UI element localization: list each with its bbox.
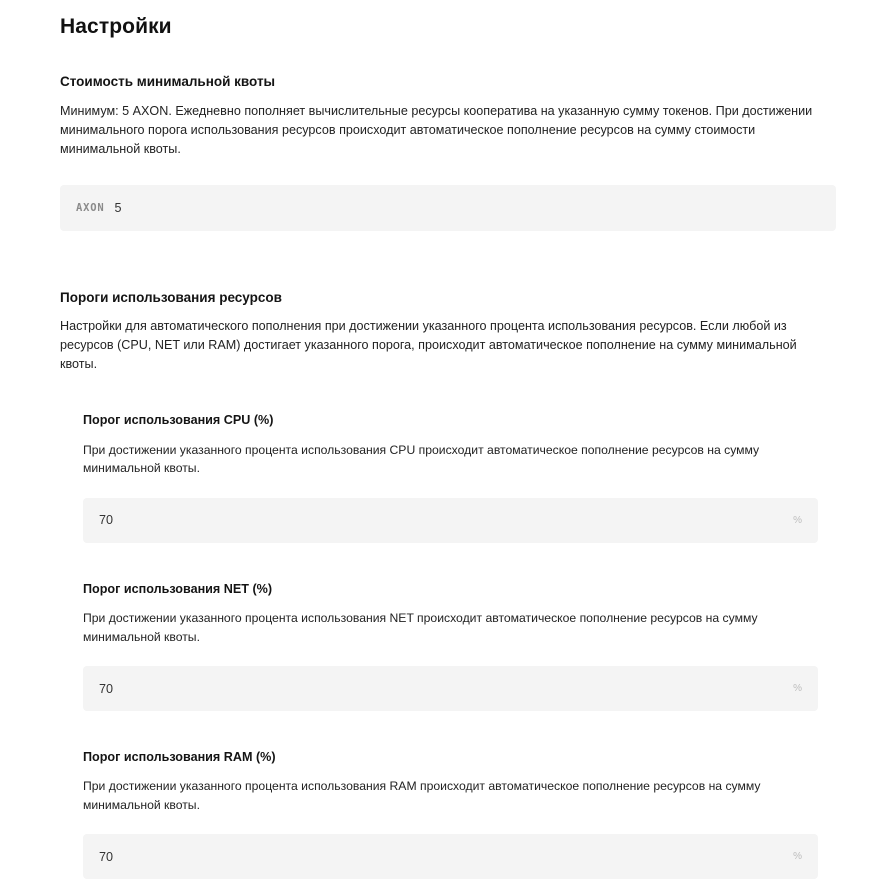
- net-threshold-field[interactable]: [83, 666, 818, 711]
- resource-thresholds-section: [60, 289, 835, 879]
- cpu-threshold-subsection: [83, 412, 835, 542]
- ram-threshold-description: При достижении указанного процента использования RAM происходит автоматическое пополнение ресурсов на сумму минимальной квоты.: [83, 779, 761, 812]
- cpu-threshold-field[interactable]: [83, 498, 818, 543]
- net-threshold-subsection: [83, 581, 835, 711]
- minimum-quota-heading: Стоимость минимальной квоты: [60, 74, 276, 90]
- cpu-threshold-heading: Порог использования CPU (%): [83, 413, 274, 428]
- subsection-spacer: [60, 374, 835, 412]
- minimum-quota-description: Минимум: 5 AXON. Ежедневно пополняет вычислительные ресурсы кооператива на указанную сумму токенов. При достижении минимального порога использования ресурсов происходит автоматическое пополнение ресурсов на сумму стоимости минимальной квоты.: [60, 103, 813, 156]
- resource-thresholds-heading: Пороги использования ресурсов: [60, 289, 282, 305]
- cpu-threshold-description: При достижении указанного процента использования CPU происходит автоматическое пополнение ресурсов на сумму минимальной квоты.: [83, 442, 760, 476]
- ram-threshold-heading: Порог использования RAM (%): [83, 750, 276, 764]
- net-threshold-description: При достижении указанного процента использования NET происходит автоматическое пополнение ресурсов на сумму минимальной квоты.: [83, 611, 758, 644]
- ram-threshold-input[interactable]: 70: [99, 849, 114, 864]
- minimum-quota-section: [60, 73, 835, 231]
- section-spacer: [60, 231, 835, 289]
- cpu-threshold-input[interactable]: 70: [99, 513, 114, 528]
- resource-thresholds-description: Настройки для автоматического пополнения при достижении указанного процента использования ресурсов. Если любой из ресурсов (CPU, NET или RAM) достигает указанного порога, происходит автоматическое пополнение на сумму минимальной квоты.: [60, 319, 797, 372]
- axon-quota-field[interactable]: [60, 185, 836, 231]
- subsection-spacer: [60, 711, 835, 749]
- axon-quota-input[interactable]: 5: [114, 200, 122, 215]
- net-percent-suffix: %: [793, 683, 802, 694]
- net-threshold-input[interactable]: 70: [99, 681, 114, 696]
- subsection-spacer: [60, 543, 835, 581]
- net-threshold-heading: Порог использования NET (%): [83, 581, 273, 596]
- ram-threshold-subsection: [83, 749, 835, 879]
- axon-currency-label: AXON: [76, 201, 105, 214]
- cpu-percent-suffix: %: [793, 514, 802, 526]
- page-title: Настройки: [60, 15, 172, 38]
- ram-threshold-field[interactable]: [83, 834, 818, 879]
- ram-percent-suffix: %: [793, 851, 802, 863]
